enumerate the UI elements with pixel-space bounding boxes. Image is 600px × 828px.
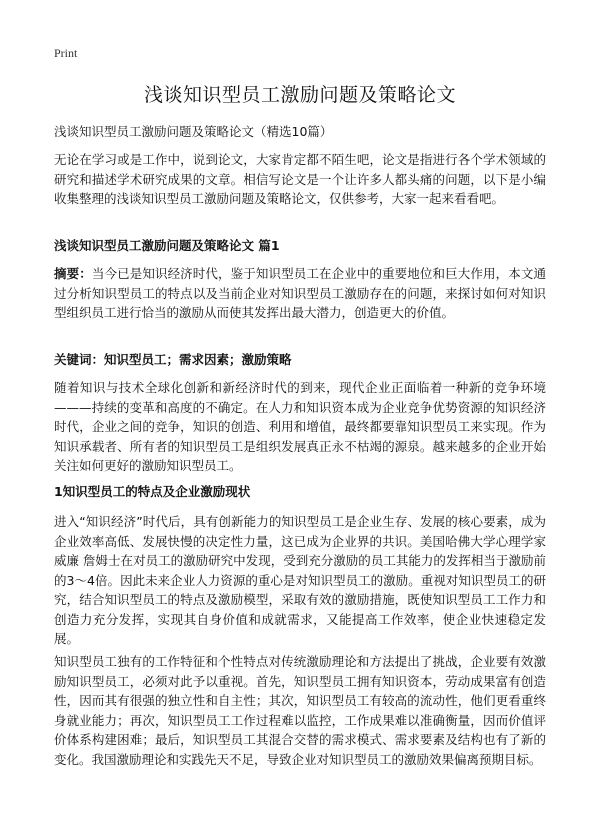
body-paragraph-2: 知识型员工独有的工作特征和个性特点对传统激励理论和方法提出了挑战，企业要有效激励知识型员工，必须对此予以重视。首先，知识型员工拥有知识资本，劳动成果富有创造性，因而其有很强的独立性和自主性；其次，知识型员工有较高的流动性，他们更看重终身就业能力；再次，知识型员工工作过程难以监控，工作成果难以准确衡量，因而价值评价体系构建困难；最后，知识型员工其混合交替的需求模式、需求要素及结构也有了新的变化。我国激励理论和实践先天不足，导致企业对知识型员工的激励效果偏离预期目标。 bbox=[54, 654, 546, 767]
intro-paragraph: 无论在学习或是工作中，说到论文，大家肯定都不陌生吧，论文是指进行各个学术领域的研究和描述学术研究成果的文章。相信写论文是一个让许多人都头痛的问题，以下是小编收集整理的浅谈知识型员工激励问题及策略论文，仅供参考，大家一起来看看吧。 bbox=[54, 152, 546, 206]
subtitle: 浅谈知识型员工激励问题及策略论文（精选10篇） bbox=[54, 124, 333, 139]
abstract-label: 摘要： bbox=[54, 266, 92, 281]
abstract-paragraph bbox=[54, 264, 546, 323]
body-paragraph-1: 进入“知识经济”时代后，具有创新能力的知识型员工是企业生存、发展的核心要素，成为企业效率高低、发展快慢的决定性力量，这已成为企业界的共识。美国哈佛大学心理学家威廉 詹姆士在对员工的激励研究中发现，受到充分激励的员工其能力的发挥相当于激励前的3～4倍。因此未来企业人力资源的重心是对知识型员工的激励。重视对知识型员工的研究，结合知识型员工的特点及激励模型，采取有效的激励措施，既使知识型员工工作力和创造力充分发挥，实现其自身价值和成就需求，又能提高工作效率，使企业快速稳定发展。 bbox=[54, 514, 546, 646]
print-label: Print bbox=[54, 46, 78, 60]
section-heading-1: 浅谈知识型员工激励问题及策略论文 篇1 bbox=[54, 238, 280, 253]
keywords-line: 关键词：知识型员工；需求因素；激励策略 bbox=[54, 352, 292, 367]
page-title: 浅谈知识型员工激励问题及策略论文 bbox=[143, 84, 456, 106]
abstract-text: 当今已是知识经济时代，鉴于知识型员工在企业中的重要地位和巨大作用，本文通过分析知识型员工的特点以及当前企业对知识型员工激励存在的问题，来探讨如何对知识型组织员工进行恰当的激励从而使其发挥出最大潜力，创造更大的价值。 bbox=[54, 266, 546, 320]
section-heading-2: 1知识型员工的特点及企业激励现状 bbox=[54, 484, 251, 499]
background-paragraph: 随着知识与技术全球化创新和新经济时代的到来，现代企业正面临着一种新的竞争环境———持续的变革和高度的不确定。在人力和知识资本成为企业竞争优势资源的知识经济时代，企业之间的竞争，知识的创造、利用和增值，最终都要靠知识型员工来实现。作为知识承载者、所有者的知识型员工是组织发展真正永不枯竭的源泉。越来越多的企业开始关注如何更好的激励知识型员工。 bbox=[54, 380, 546, 473]
